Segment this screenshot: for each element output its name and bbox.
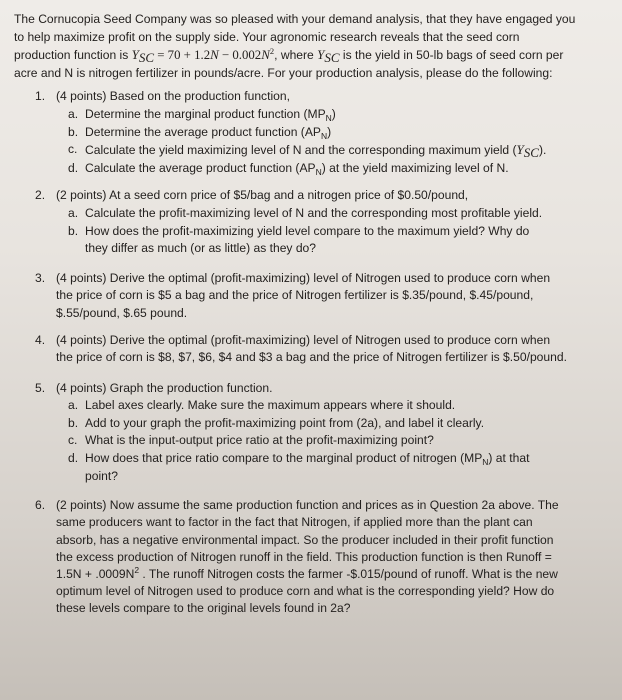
question-text-line: (4 points) Derive the optimal (profit-maximizing) level of Nitrogen used to produce corn when bbox=[56, 332, 551, 347]
subquestion-2b: b. How does the profit-maximizing yield level compare to the maximum yield? Why do they differ as much (or as little) as they do? bbox=[68, 223, 530, 256]
question-text-line: the price of corn is $8, $7, $6, $4 and $3 a bag and the price of Nitrogen fertilizer is $.50/pound. bbox=[56, 350, 567, 365]
question-text-line: absorb, has a negative environmental impact. So the producer included in their profit function bbox=[56, 532, 554, 547]
question-number: 2. bbox=[35, 188, 46, 203]
intro-line: acre and N is nitrogen fertilizer in pounds/acre. For your production analysis, please do the following: bbox=[14, 65, 553, 80]
question-6 bbox=[14, 497, 608, 617]
question-text-line: (4 points) Derive the optimal (profit-maximizing) level of Nitrogen used to produce corn when bbox=[56, 270, 551, 285]
question-list bbox=[14, 88, 608, 617]
question-title: (2 points) At a seed corn price of $5/bag and a nitrogen price of $0.50/pound, bbox=[56, 188, 469, 203]
question-text-line: (2 points) Now assume the same production function and prices as in Question 2a above. The bbox=[56, 498, 559, 513]
subquestion-1a: a. Determine the marginal product function $(MP_N)$ bbox=[68, 106, 336, 123]
intro-paragraph bbox=[14, 11, 608, 82]
subquestion-1b: b. Determine the average product function $(AP_N)$ bbox=[68, 124, 332, 141]
subquestion-list bbox=[56, 397, 608, 485]
question-text-line: $.55/pound, $.65 pound. bbox=[56, 305, 188, 320]
subquestion-1c: c. Calculate the yield maximizing level of N and the corresponding maximum yield $(Y_{SC})$. bbox=[68, 142, 547, 161]
question-text-line: optimum level of Nitrogen used to produce corn and what is the corresponding yield? How do bbox=[56, 584, 555, 599]
question-title: (4 points) Based on the production function, bbox=[56, 89, 290, 104]
intro-line: to help maximize profit on the supply side. Your agronomic research reveals that the seed corn bbox=[14, 29, 520, 44]
subquestion-5c: c. What is the input-output price ratio at the profit-maximizing point? bbox=[68, 433, 434, 448]
question-1 bbox=[14, 88, 608, 177]
question-text-line: the price of corn is $5 a bag and the price of Nitrogen fertilizer is $.35/pound, $.45/pound, bbox=[56, 288, 534, 303]
question-text-line: same producers want to factor in the fact that Nitrogen, if applied more than the plant can bbox=[56, 515, 533, 530]
intro-line: The Cornucopia Seed Company was so pleased with your demand analysis, that they have engaged you bbox=[14, 12, 576, 26]
question-title: (4 points) Graph the production function. bbox=[56, 380, 273, 395]
question-text-line: these levels compare to the original levels found in 2a? bbox=[56, 601, 351, 616]
subquestion-5b: b. Add to your graph the profit-maximizing point from (2a), and label it clearly. bbox=[68, 415, 485, 430]
question-text-line: the excess production of Nitrogen runoff in the field. This production function is then Runoff = bbox=[56, 549, 552, 564]
subquestion-2a: a. Calculate the profit-maximizing level of N and the corresponding most profitable yield. bbox=[68, 205, 543, 220]
question-3 bbox=[14, 270, 608, 323]
question-number: 1. bbox=[35, 89, 46, 104]
question-number: 5. bbox=[35, 380, 46, 395]
subquestion-list bbox=[56, 205, 608, 258]
question-number: 6. bbox=[35, 498, 46, 513]
subquestion-5a: a. Label axes clearly. Make sure the maximum appears where it should. bbox=[68, 398, 456, 413]
question-number: 3. bbox=[35, 270, 46, 285]
question-5 bbox=[14, 380, 608, 486]
production-function-line: production function is $Y_{SC} = 70 + 1.2N - 0.002N^2$, where $Y_{SC}$ is the yield in 50-lb bags of seed corn per bbox=[14, 46, 564, 66]
runoff-function-line: $1.5N + .0009N^2$ . The runoff Nitrogen costs the farmer -$.015/pound of runoff. What is the new bbox=[56, 565, 558, 582]
question-4 bbox=[14, 332, 608, 367]
question-2 bbox=[14, 187, 608, 257]
subquestion-list bbox=[56, 106, 608, 177]
subquestion-1d: d. Calculate the average product function $(AP_N)$ at the yield maximizing level of N. bbox=[68, 160, 509, 177]
subquestion-5d: d. How does that price ratio compare to the marginal product of nitrogen $(MP_N)$ at that point? bbox=[68, 451, 530, 483]
question-number: 4. bbox=[35, 332, 46, 347]
